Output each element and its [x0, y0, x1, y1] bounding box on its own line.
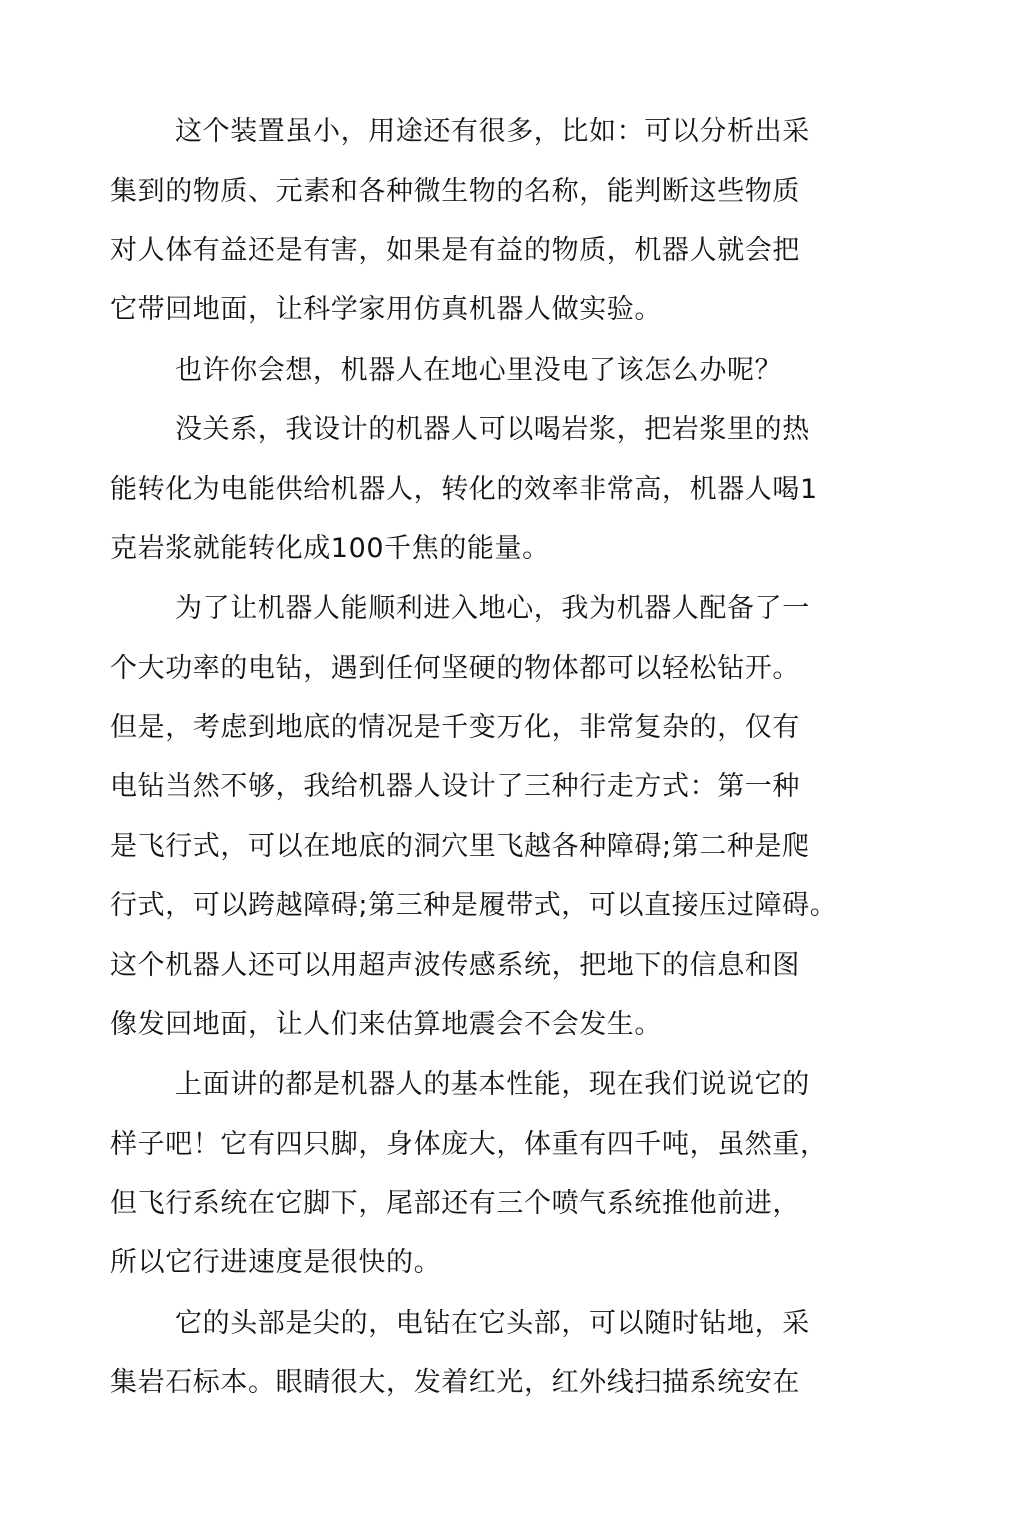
- text-line: 为了让机器人能顺利进入地心，我为机器人配备了一: [175, 593, 810, 624]
- text-line: 但飞行系统在它脚下，尾部还有三个喷气系统推他前进，: [110, 1188, 800, 1219]
- text-line: 但是，考虑到地底的情况是千变万化，非常复杂的，仅有: [110, 712, 800, 743]
- text-line: 克岩浆就能转化成100千焦的能量。: [110, 533, 550, 564]
- text-line: 个大功率的电钻，遇到任何坚硬的物体都可以轻松钻开。: [110, 653, 800, 684]
- text-line: 能转化为电能供给机器人，转化的效率非常高，机器人喝1: [110, 474, 818, 505]
- text-line: 集到的物质、元素和各种微生物的名称，能判断这些物质: [110, 176, 800, 207]
- text-line: 这个机器人还可以用超声波传感系统，把地下的信息和图: [110, 950, 800, 981]
- text-line: 是飞行式，可以在地底的洞穴里飞越各种障碍;第二种是爬: [110, 831, 810, 862]
- text-line: 行式，可以跨越障碍;第三种是履带式，可以直接压过障碍。: [110, 890, 838, 921]
- text-line: 也许你会想，机器人在地心里没电了该怎么办呢？: [175, 355, 783, 386]
- text-line: 没关系，我设计的机器人可以喝岩浆，把岩浆里的热: [175, 414, 810, 445]
- text-line: 它带回地面，让科学家用仿真机器人做实验。: [110, 294, 662, 325]
- text-line: 集岩石标本。眼睛很大，发着红光，红外线扫描系统安在: [110, 1367, 800, 1398]
- text-line: 它的头部是尖的，电钻在它头部，可以随时钻地，采: [175, 1308, 810, 1339]
- text-line: 这个装置虽小，用途还有很多，比如：可以分析出采: [175, 116, 810, 147]
- text-line: 电钻当然不够，我给机器人设计了三种行走方式：第一种: [110, 771, 800, 802]
- text-line: 对人体有益还是有害，如果是有益的物质，机器人就会把: [110, 235, 800, 266]
- text-line: 样子吧！它有四只脚，身体庞大，体重有四千吨，虽然重，: [110, 1129, 828, 1160]
- text-line: 上面讲的都是机器人的基本性能，现在我们说说它的: [175, 1069, 810, 1100]
- text-line: 所以它行进速度是很快的。: [110, 1247, 442, 1278]
- text-line: 像发回地面，让人们来估算地震会不会发生。: [110, 1009, 662, 1040]
